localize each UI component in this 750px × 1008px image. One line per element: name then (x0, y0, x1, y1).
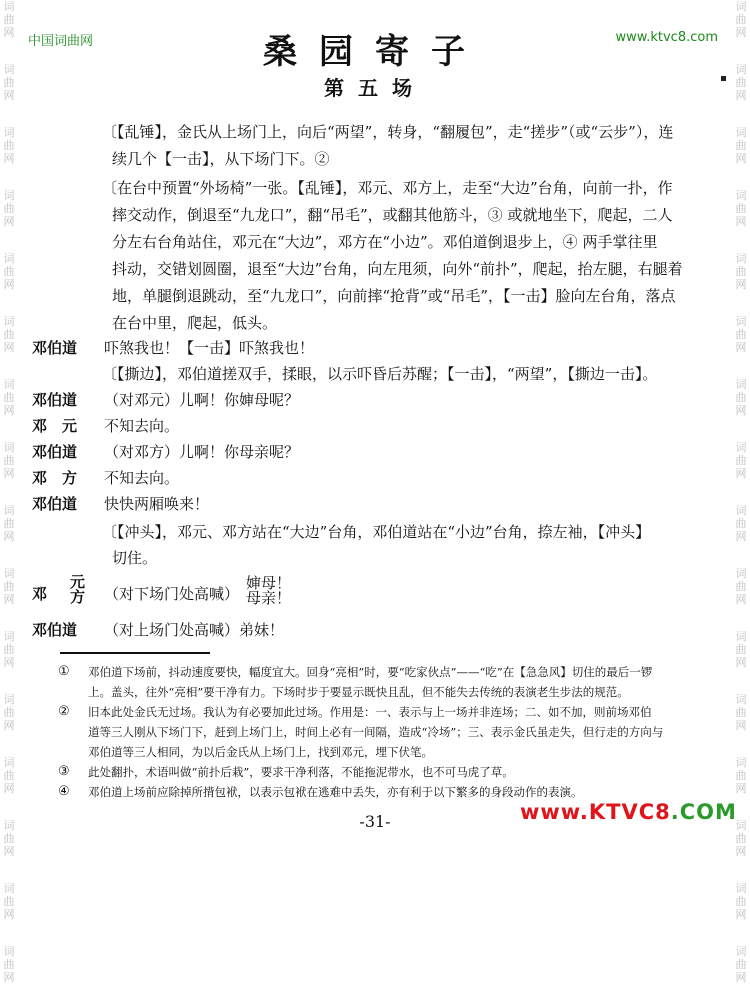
side-watermark-char: 网 (735, 908, 747, 921)
side-watermark-gap (2, 480, 16, 504)
side-watermark-char: 词 (735, 0, 747, 13)
speaker-name: 邓伯道 (32, 621, 78, 639)
side-watermark-char: 曲 (3, 517, 15, 530)
side-watermark-gap (734, 228, 748, 252)
side-watermark-gap (734, 165, 748, 189)
side-watermark-char: 词 (735, 945, 747, 958)
side-watermark-char: 词 (3, 945, 15, 958)
call-text: 婶母！ (246, 574, 292, 592)
side-watermark-char: 网 (735, 593, 747, 606)
side-watermark-char: 网 (3, 593, 15, 606)
side-watermark-char: 网 (3, 467, 15, 480)
footnote-line: 邓伯道等三人相同，为以后金氏从上场门上，找到邓元，埋下伏笔。 (88, 745, 433, 759)
side-watermark-gap (734, 102, 748, 126)
dialogue-line: （对邓方）儿啊！你母亲呢？ (104, 443, 300, 461)
footnote-number: ④ (58, 784, 70, 799)
side-watermark-char: 词 (735, 882, 747, 895)
side-watermark-char: 词 (3, 882, 15, 895)
side-watermark-char: 词 (735, 441, 747, 454)
side-watermark-char: 网 (735, 278, 747, 291)
watermark-suffix: .COM (670, 800, 737, 824)
side-watermark-gap (2, 732, 16, 756)
footnote-number: ② (58, 704, 70, 719)
side-watermark-char: 曲 (3, 328, 15, 341)
site-name-left: 中国词曲网 (28, 34, 94, 49)
stage-direction-line: 续几个【一击】，从下场门下。② (112, 150, 330, 168)
side-watermark-char: 网 (3, 341, 15, 354)
side-watermark-char: 曲 (3, 454, 15, 467)
side-watermark-char: 网 (3, 530, 15, 543)
side-watermark-char: 词 (3, 756, 15, 769)
side-watermark-gap (734, 417, 748, 441)
stage-direction-line: 〔【撕边】，邓伯道搓双手，揉眼，以示吓昏后苏醒；【一击】，“两望”，【撕边一击】。 (102, 365, 658, 383)
side-watermark-char: 词 (3, 189, 15, 202)
side-watermark-char: 网 (3, 89, 15, 102)
side-watermark-char: 曲 (3, 139, 15, 152)
call-text: 母亲！ (246, 589, 292, 607)
side-watermark-gap (734, 606, 748, 630)
side-watermark-gap (2, 669, 16, 693)
side-watermark-char: 曲 (735, 958, 747, 971)
side-watermark-char: 词 (3, 630, 15, 643)
side-watermark-char: 词 (735, 504, 747, 517)
side-watermark-char: 曲 (3, 391, 15, 404)
speaker-name: 邓伯道 (32, 391, 78, 409)
side-watermark-char: 网 (3, 404, 15, 417)
side-watermark-char: 词 (735, 189, 747, 202)
side-watermark-left (2, 0, 16, 984)
side-watermark-char: 网 (735, 971, 747, 984)
side-watermark-char: 曲 (735, 202, 747, 215)
footnote-line: 上。盖头，往外“亮相”要干净有力。下场时步于要显示既快且乱，但不能失去传统的表演老生步法的规范。 (88, 685, 629, 699)
side-watermark-char: 词 (735, 630, 747, 643)
side-watermark-gap (734, 543, 748, 567)
side-watermark-gap (2, 165, 16, 189)
side-watermark-gap (2, 984, 16, 1008)
side-watermark-char: 曲 (3, 202, 15, 215)
side-watermark-char: 曲 (3, 76, 15, 89)
side-watermark-char: 网 (3, 278, 15, 291)
speaker-name: 邓 (32, 585, 48, 603)
side-watermark-char: 曲 (3, 643, 15, 656)
side-watermark-char: 网 (3, 782, 15, 795)
side-watermark-char: 曲 (735, 895, 747, 908)
stage-direction-line: 摔交动作，倒退至“九龙口”，翻“吊毛”，或翻其他筋斗，③ 或就地坐下，爬起，二人 (112, 206, 673, 224)
speaker-name: 邓伯道 (32, 443, 78, 461)
side-watermark-char: 词 (3, 378, 15, 391)
side-watermark-char: 词 (735, 252, 747, 265)
stage-direction-line: 〔【冲头】，邓元、邓方站在“大边”台角，邓伯道站在“小边”台角，捺左袖，【冲头】 (102, 523, 651, 541)
side-watermark-char: 曲 (3, 832, 15, 845)
side-watermark-char: 网 (3, 719, 15, 732)
footnote-number: ① (58, 664, 70, 679)
side-watermark-char: 曲 (735, 265, 747, 278)
side-watermark-char: 词 (735, 63, 747, 76)
side-watermark-gap (2, 102, 16, 126)
side-watermark-char: 曲 (735, 76, 747, 89)
side-watermark-char: 曲 (3, 895, 15, 908)
side-watermark-char: 网 (3, 152, 15, 165)
side-watermark-char: 词 (735, 126, 747, 139)
side-watermark-char: 词 (735, 378, 747, 391)
footnote-line: 道等三人刚从下场门下，赶到上场门上，时间上必有一间隔，造成“冷场”；三、表示金氏虽走失，但行走的方向与 (88, 725, 664, 739)
side-watermark-char: 网 (3, 908, 15, 921)
side-watermark-char: 网 (735, 215, 747, 228)
stage-direction-line: 〔【乱锤】，金氏从上场门上，向后“两望”，转身，“翻履包”，走“搓步”（或“云步”），连 (102, 123, 674, 141)
dialogue-line: （对下场门处高喊） (104, 585, 240, 603)
page-number: -31- (359, 812, 391, 831)
footnote-line: 邓伯道下场前，抖动速度要快，幅度宜大。回身“亮相”时，要“吃家伙点”——“吃”在【急急风】切住的最后一锣 (88, 665, 653, 679)
side-watermark-char: 词 (735, 693, 747, 706)
side-watermark-char: 网 (3, 845, 15, 858)
stage-direction-line: 分左右台角站住，邓元在“大边”，邓方在“小边”。邓伯道倒退步上，④ 两手掌往里 (112, 233, 658, 251)
side-watermark-char: 词 (3, 693, 15, 706)
side-watermark-char: 词 (735, 315, 747, 328)
speaker-name: 邓伯道 (32, 495, 78, 513)
side-watermark-char: 网 (3, 26, 15, 39)
side-watermark-char: 曲 (3, 958, 15, 971)
stage-direction-line: 〔在台中预置“外场椅”一张。【乱锤】，邓元、邓方上，走至“大边”台角，向前一扑，作 (102, 179, 673, 197)
side-watermark-char: 网 (735, 782, 747, 795)
watermark-prefix: www. (520, 800, 589, 824)
side-watermark-char: 网 (735, 719, 747, 732)
footnote-divider (60, 652, 210, 654)
side-watermark-gap (734, 669, 748, 693)
side-watermark-gap (2, 354, 16, 378)
side-watermark-char: 词 (3, 126, 15, 139)
speaker-name: 邓伯道 (32, 339, 78, 357)
dialogue-line: 吓煞我也！【一击】吓煞我也！ (104, 339, 315, 357)
side-watermark-char: 曲 (735, 13, 747, 26)
side-watermark-char: 词 (3, 441, 15, 454)
side-watermark-char: 曲 (735, 391, 747, 404)
side-watermark-char: 网 (735, 656, 747, 669)
side-watermark-char: 曲 (3, 580, 15, 593)
side-watermark-gap (2, 921, 16, 945)
dialogue-line: 不知去向。 (104, 417, 180, 435)
side-watermark-char: 网 (3, 215, 15, 228)
site-watermark-bottom (520, 800, 737, 824)
side-watermark-char: 词 (3, 63, 15, 76)
side-watermark-char: 网 (735, 89, 747, 102)
side-watermark-char: 曲 (735, 580, 747, 593)
side-watermark-gap (734, 354, 748, 378)
side-watermark-char: 曲 (735, 454, 747, 467)
side-watermark-char: 词 (3, 315, 15, 328)
side-watermark-char: 网 (735, 404, 747, 417)
side-watermark-char: 网 (3, 971, 15, 984)
side-watermark-gap (2, 417, 16, 441)
side-watermark-char: 曲 (735, 706, 747, 719)
side-watermark-char: 网 (735, 467, 747, 480)
scene-heading: 第五场 (324, 76, 426, 100)
side-watermark-char: 词 (3, 819, 15, 832)
side-watermark-char: 曲 (3, 706, 15, 719)
play-title: 桑园寄子 (263, 32, 487, 72)
side-watermark-gap (734, 858, 748, 882)
side-watermark-char: 网 (735, 530, 747, 543)
side-watermark-char: 词 (3, 252, 15, 265)
corner-mark (721, 76, 726, 81)
footnote-line: 旧本此处金氏无过场。我认为有必要加此过场。作用是：一、表示与上一场并非连场；二、如不加，则前场邓伯 (88, 705, 652, 719)
footnote-number: ③ (58, 764, 70, 779)
side-watermark-char: 曲 (3, 265, 15, 278)
dialogue-line: 不知去向。 (104, 469, 180, 487)
stage-direction-line: 在台中里，爬起，低头。 (112, 314, 278, 332)
side-watermark-char: 曲 (3, 769, 15, 782)
side-watermark-char: 词 (735, 756, 747, 769)
side-watermark-gap (2, 606, 16, 630)
footnote-line: 此处翻扑，术语叫做“前扑后栽”，要求干净利落，不能拖泥带水，也不可马虎了草。 (88, 765, 514, 779)
side-watermark-right (734, 0, 748, 984)
site-url-right: www.ktvc8.com (615, 30, 718, 45)
side-watermark-gap (734, 732, 748, 756)
side-watermark-char: 词 (735, 819, 747, 832)
side-watermark-char: 曲 (735, 832, 747, 845)
side-watermark-char: 网 (735, 152, 747, 165)
side-watermark-char: 曲 (735, 328, 747, 341)
stage-direction-line: 地，单腿倒退跳动，至“九龙口”，向前摔“抢背”或“吊毛”，【一击】脸向左台角，落点 (112, 287, 676, 305)
footnote-line: 邓伯道上场前应除掉所揹包袱，以表示包袱在逃难中丢失，亦有利于以下繁多的身段动作的表演。 (88, 785, 583, 799)
side-watermark-char: 网 (735, 26, 747, 39)
side-watermark-gap (2, 858, 16, 882)
side-watermark-char: 曲 (735, 139, 747, 152)
side-watermark-char: 曲 (735, 517, 747, 530)
watermark-brand: KTVC8 (588, 800, 671, 824)
stage-direction-line: 抖动，交错划圆圈，退至“大边”台角，向左甩须，向外“前扑”，爬起，抬左腿，右腿着 (112, 260, 683, 278)
speaker-name: 方 (70, 588, 86, 606)
side-watermark-gap (2, 291, 16, 315)
side-watermark-char: 曲 (735, 643, 747, 656)
side-watermark-gap (734, 480, 748, 504)
dialogue-line: 快快两厢唤来！ (104, 495, 210, 513)
speaker-name: 元 (70, 573, 86, 591)
dialogue-line: （对上场门处高喊）弟妹！ (104, 621, 285, 639)
speaker-stack (70, 575, 85, 605)
stage-direction-line: 切住。 (112, 549, 158, 567)
side-watermark-char: 词 (3, 567, 15, 580)
side-watermark-gap (2, 543, 16, 567)
speaker-name: 邓 元 (32, 417, 78, 435)
side-watermark-gap (734, 984, 748, 1008)
side-watermark-gap (734, 291, 748, 315)
side-watermark-char: 词 (3, 0, 15, 13)
speaker-name: 邓 方 (32, 469, 78, 487)
side-watermark-gap (734, 921, 748, 945)
side-watermark-char: 网 (735, 845, 747, 858)
side-watermark-char: 词 (3, 504, 15, 517)
dialogue-line: （对邓元）儿啊！你婶母呢？ (104, 391, 300, 409)
side-watermark-char: 曲 (735, 769, 747, 782)
side-watermark-char: 网 (3, 656, 15, 669)
side-watermark-char: 曲 (3, 13, 15, 26)
side-watermark-gap (2, 228, 16, 252)
call-stack (246, 576, 291, 606)
side-watermark-char: 网 (735, 341, 747, 354)
side-watermark-char: 词 (735, 567, 747, 580)
